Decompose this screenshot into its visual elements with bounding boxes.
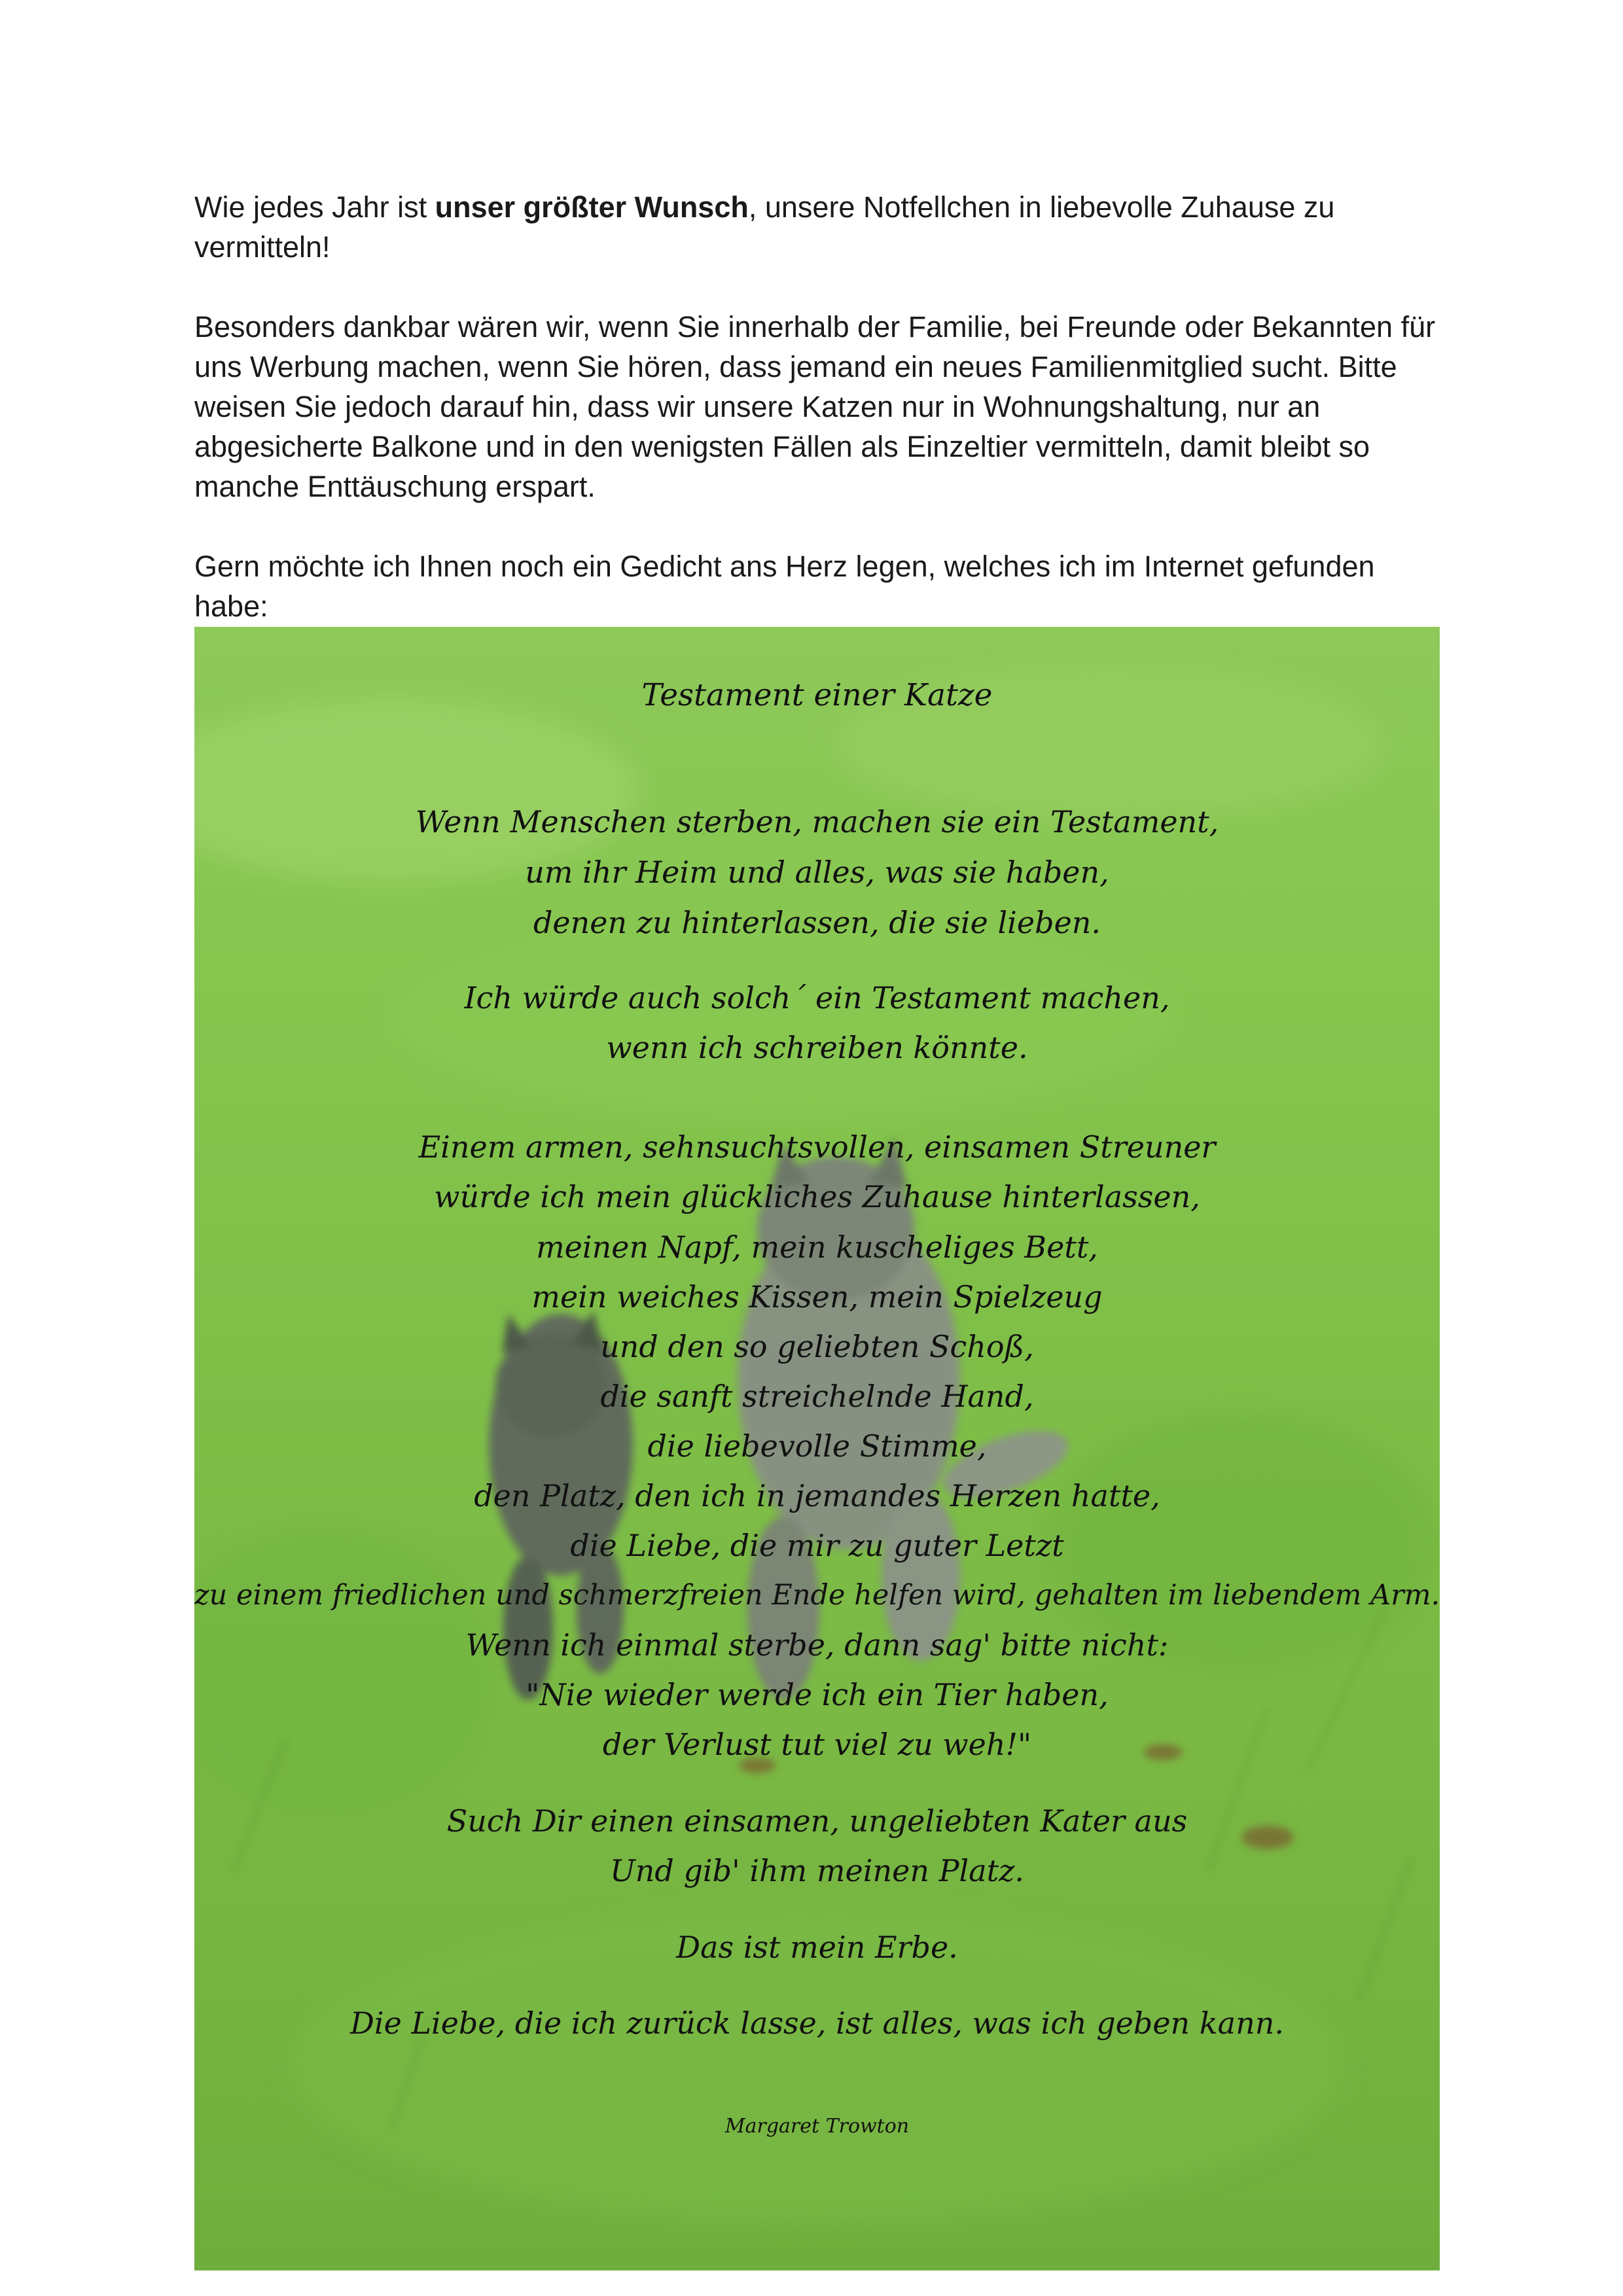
- intro-paragraph-3: Gern möchte ich Ihnen noch ein Gedicht ans Herz legen, welches ich im Internet gefunden habe:: [194, 550, 1375, 623]
- intro-p1-end: , unsere Notfellchen in liebevolle Zuhause zu vermitteln!: [194, 190, 1335, 264]
- poem-line: Ich würde auch solch´ ein Testament machen,: [464, 980, 1170, 1016]
- poem-line: Die Liebe, die ich zurück lasse, ist alles, was ich geben kann.: [350, 2005, 1284, 2041]
- intro-p1-start: Wie jedes Jahr ist: [194, 190, 435, 224]
- poem-line: Wenn Menschen sterben, machen sie ein Testament,: [415, 804, 1219, 839]
- poem-line: Such Dir einen einsamen, ungeliebten Kater aus: [446, 1803, 1188, 1839]
- poem-line: mein weiches Kissen, mein Spielzeug: [531, 1279, 1103, 1315]
- poem-line: die liebevolle Stimme,: [647, 1428, 987, 1464]
- poem-line: Wenn ich einmal sterbe, dann sag' bitte nicht:: [465, 1627, 1169, 1663]
- poem-line: wenn ich schreiben könnte.: [606, 1030, 1028, 1065]
- poem-line: würde ich mein glückliches Zuhause hinterlassen,: [434, 1179, 1200, 1214]
- intro-text: [194, 187, 1438, 626]
- poem-line: zu einem friedlichen und schmerzfreien Ende helfen wird, gehalten im liebendem Arm.: [194, 1579, 1440, 1612]
- intro-paragraph-2: Besonders dankbar wären wir, wenn Sie innerhalb der Familie, bei Freunde oder Bekannten für uns Werbung machen, wenn Sie hören, dass jemand ein neues Familienmitglied sucht. Bitte weisen Sie jedoch darauf hin, dass wir unsere Katzen nur in Wohnungshaltung, nur an abgesicherte Balkone und in den wenigsten Fällen als Einzeltier vermitteln, damit bleibt so manche Enttäuschung erspart.: [194, 310, 1436, 503]
- poem-line: Das ist mein Erbe.: [676, 1930, 958, 1965]
- poem-line: die sanft streichelnde Hand,: [600, 1379, 1034, 1414]
- poem-image: [194, 627, 1440, 2270]
- intro-p1-emphasis: unser größter Wunsch: [435, 190, 749, 224]
- intro-paragraph-1: [194, 187, 1438, 267]
- poem-line: denen zu hinterlassen, die sie lieben.: [533, 905, 1101, 940]
- poem-title: Testament einer Katze: [641, 677, 993, 713]
- poem-line: den Platz, den ich in jemandes Herzen hatte,: [474, 1478, 1160, 1513]
- poem-author: Margaret Trowton: [724, 2115, 910, 2138]
- poem-line: Und gib' ihm meinen Platz.: [610, 1853, 1024, 1888]
- poem-line: der Verlust tut viel zu weh!": [602, 1727, 1032, 1762]
- poem-line: die Liebe, die mir zu guter Letzt: [570, 1528, 1064, 1563]
- poem-line: meinen Napf, mein kuscheliges Bett,: [536, 1229, 1098, 1265]
- poem-line: "Nie wieder werde ich ein Tier haben,: [526, 1677, 1109, 1712]
- poem-line: um ihr Heim und alles, was sie haben,: [525, 855, 1109, 890]
- poem-line: und den so geliebten Schoß,: [600, 1329, 1034, 1364]
- poem-line: Einem armen, sehnsuchtsvollen, einsamen Streuner: [418, 1129, 1216, 1165]
